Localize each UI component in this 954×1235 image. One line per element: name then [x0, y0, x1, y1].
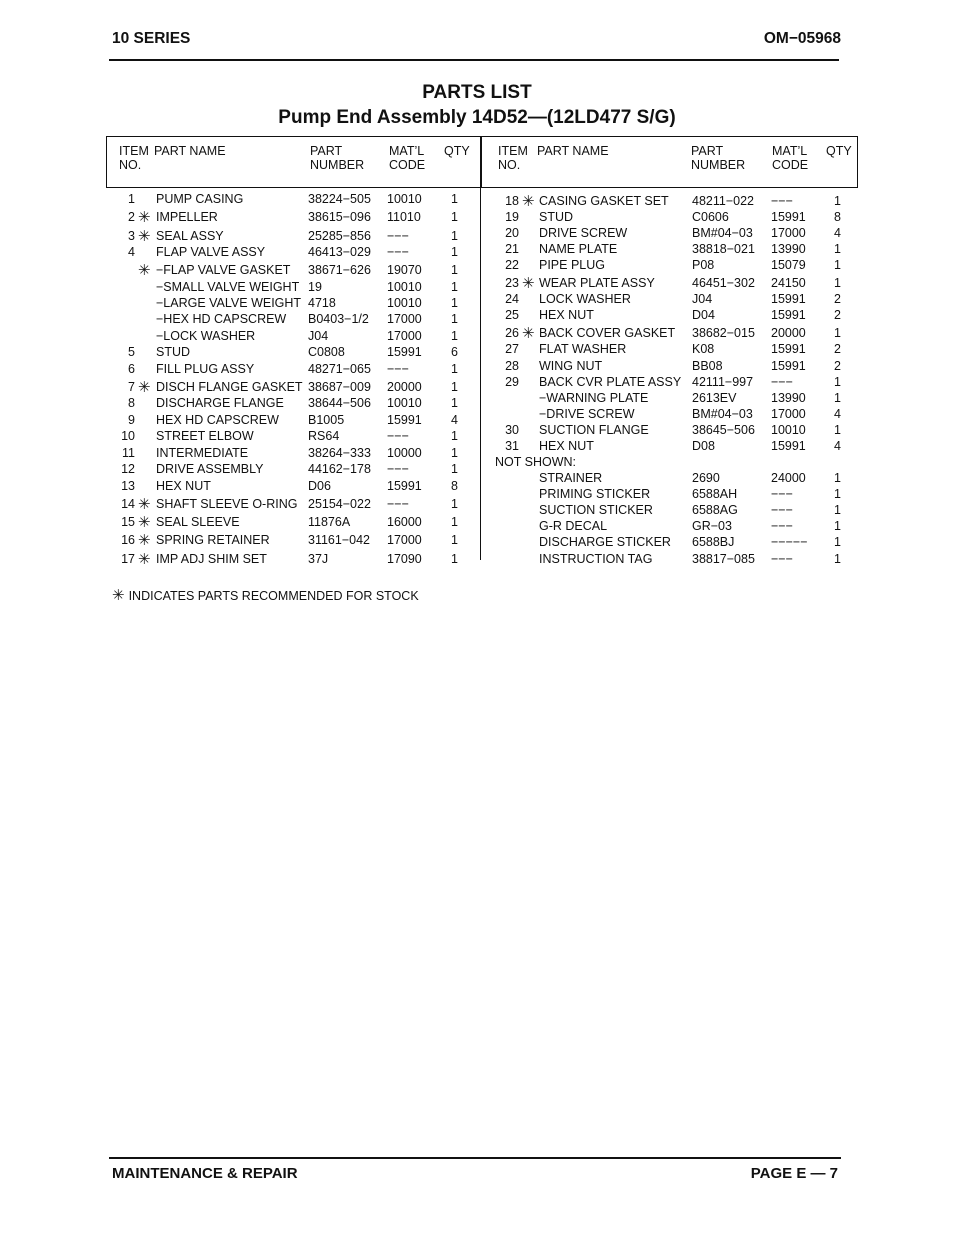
material-code: −−− [771, 375, 793, 389]
item-number: 5 [128, 345, 135, 359]
part-name: IMPELLER [156, 210, 218, 224]
stock-star-icon: ✳ [138, 228, 151, 245]
material-code: 16000 [387, 515, 422, 529]
part-name: −FLAP VALVE GASKET [156, 263, 291, 277]
header-item-line2: NO. [119, 158, 142, 172]
item-number: 17 [121, 552, 135, 566]
header-item-line2: NO. [498, 158, 521, 172]
material-code: −−− [387, 229, 409, 243]
material-code: −−− [771, 552, 793, 566]
header-rule [109, 59, 839, 61]
header-item-no [119, 144, 149, 172]
part-name: FLAP VALVE ASSY [156, 245, 266, 259]
header-part-number-line1: PART [691, 144, 724, 158]
stock-star-icon: ✳ [138, 532, 151, 549]
part-name: SPRING RETAINER [156, 533, 270, 547]
part-number: B1005 [308, 413, 345, 427]
quantity: 1 [451, 210, 458, 224]
part-number: 44162−178 [308, 462, 371, 476]
part-name: −DRIVE SCREW [539, 407, 635, 421]
part-number: 4718 [308, 296, 336, 310]
part-number: BB08 [692, 359, 723, 373]
item-number: 3 [128, 229, 135, 243]
part-number: K08 [692, 342, 715, 356]
part-name: PRIMING STICKER [539, 487, 651, 501]
quantity: 1 [451, 329, 458, 343]
part-number: 38645−506 [692, 423, 755, 437]
quantity: 1 [451, 380, 458, 394]
quantity: 1 [834, 423, 841, 437]
part-name: STUD [539, 210, 574, 224]
item-number: 21 [505, 242, 519, 256]
part-name: PIPE PLUG [539, 258, 605, 272]
part-number: D06 [308, 479, 331, 493]
part-name: WEAR PLATE ASSY [539, 276, 655, 290]
stock-star-icon: ✳ [138, 209, 151, 226]
quantity: 2 [834, 292, 841, 306]
page-title [0, 80, 954, 130]
part-name: DISCH FLANGE GASKET [156, 380, 303, 394]
part-name: −HEX HD CAPSCREW [156, 312, 287, 326]
item-number: 26 [505, 326, 519, 340]
part-name: STRAINER [539, 471, 603, 485]
material-code: 20000 [387, 380, 422, 394]
section-name: MAINTENANCE & REPAIR [112, 1165, 298, 1182]
header-part-number [310, 144, 364, 172]
material-code: 15991 [387, 479, 422, 493]
part-number: D04 [692, 308, 715, 322]
material-code: 10010 [771, 423, 806, 437]
material-code: 24000 [771, 471, 806, 485]
part-number: BM#04−03 [692, 407, 753, 421]
item-number: 13 [121, 479, 135, 493]
material-code: 10010 [387, 396, 422, 410]
material-code: 15991 [771, 308, 806, 322]
part-number: GR−03 [692, 519, 732, 533]
quantity: 8 [451, 479, 458, 493]
stock-star-icon: ✳ [138, 514, 151, 531]
item-number: 2 [128, 210, 135, 224]
stock-star-icon: ✳ [138, 496, 151, 513]
item-number: 10 [121, 429, 135, 443]
footnote-text: INDICATES PARTS RECOMMENDED FOR STOCK [128, 589, 419, 603]
quantity: 8 [834, 210, 841, 224]
item-number: 11 [122, 446, 135, 460]
item-number: 19 [505, 210, 519, 224]
header-matl-line2: CODE [772, 158, 809, 172]
quantity: 1 [451, 296, 458, 310]
quantity: 1 [451, 312, 458, 326]
part-number: 38818−021 [692, 242, 755, 256]
quantity: 1 [834, 375, 841, 389]
quantity: 1 [451, 362, 458, 376]
quantity: 1 [834, 471, 841, 485]
item-number: 22 [505, 258, 519, 272]
part-name: DRIVE ASSEMBLY [156, 462, 264, 476]
header-item-line1: ITEM [498, 144, 528, 158]
item-number: 12 [121, 462, 135, 476]
header-matl-code [389, 144, 425, 172]
part-number: C0808 [308, 345, 345, 359]
quantity: 2 [834, 308, 841, 322]
header-qty: QTY [826, 144, 852, 158]
quantity: 1 [451, 552, 458, 566]
part-number: 37J [308, 552, 329, 566]
title-line-1: PARTS LIST [422, 82, 532, 103]
quantity: 4 [834, 226, 841, 240]
quantity: 1 [834, 535, 841, 549]
document-series: 10 SERIES [112, 30, 191, 47]
quantity: 1 [834, 258, 841, 272]
item-number: 30 [505, 423, 519, 437]
quantity: 6 [451, 345, 458, 359]
quantity: 1 [451, 245, 458, 259]
page-number: PAGE E — 7 [750, 1165, 838, 1182]
part-number: 25154−022 [308, 497, 371, 511]
part-number: J04 [308, 329, 329, 343]
header-matl-line2: CODE [389, 158, 426, 172]
section-label: NOT SHOWN: [495, 455, 577, 469]
header-matl-line1: MAT’L [389, 144, 425, 158]
material-code: 10010 [387, 296, 422, 310]
quantity: 1 [834, 326, 841, 340]
part-name: G-R DECAL [539, 519, 608, 533]
material-code: 17000 [387, 329, 422, 343]
part-number: D08 [692, 439, 715, 453]
quantity: 1 [451, 446, 458, 460]
quantity: 1 [451, 396, 458, 410]
material-code: 15991 [771, 439, 806, 453]
part-name: NAME PLATE [539, 242, 618, 256]
quantity: 4 [834, 407, 841, 421]
material-code: −−− [771, 194, 793, 208]
part-number: 46413−029 [308, 245, 371, 259]
item-number: 14 [121, 497, 135, 511]
item-number: 24 [505, 292, 519, 306]
item-number: 25 [505, 308, 519, 322]
quantity: 4 [834, 439, 841, 453]
header-matl-line1: MAT’L [772, 144, 808, 158]
item-number: 8 [128, 396, 135, 410]
part-name: PUMP CASING [156, 192, 244, 206]
quantity: 1 [451, 229, 458, 243]
material-code: −−− [771, 519, 793, 533]
item-number: 9 [128, 413, 135, 427]
part-name: SUCTION FLANGE [539, 423, 649, 437]
quantity: 1 [451, 515, 458, 529]
material-code: −−− [387, 245, 409, 259]
header-part-number-line2: NUMBER [691, 158, 746, 172]
header-item-no [498, 144, 528, 172]
part-number: J04 [692, 292, 713, 306]
material-code: 10010 [387, 280, 422, 294]
material-code: −−− [387, 497, 409, 511]
material-code: 13990 [771, 391, 806, 405]
material-code: 24150 [771, 276, 806, 290]
header-part-number-line1: PART [310, 144, 343, 158]
part-number: 46451−302 [692, 276, 755, 290]
material-code: 17090 [387, 552, 422, 566]
item-number: 20 [505, 226, 519, 240]
quantity: 1 [834, 242, 841, 256]
item-number: 27 [505, 342, 519, 356]
center-divider [480, 136, 481, 560]
part-number: 25285−856 [308, 229, 371, 243]
item-number: 4 [128, 245, 135, 259]
part-number: RS64 [308, 429, 340, 443]
part-number: 6588AH [692, 487, 738, 501]
material-code: 10000 [387, 446, 422, 460]
material-code: 15991 [771, 359, 806, 373]
document-number: OM−05968 [763, 30, 841, 47]
part-name: IMP ADJ SHIM SET [156, 552, 267, 566]
item-number: 16 [121, 533, 135, 547]
material-code: −−− [771, 487, 793, 501]
part-name: FLAT WASHER [539, 342, 627, 356]
part-name: FILL PLUG ASSY [156, 362, 255, 376]
title-line-2: Pump End Assembly 14D52—(12LD477 S/G) [278, 107, 676, 128]
material-code: 13990 [771, 242, 806, 256]
part-number: BM#04−03 [692, 226, 753, 240]
quantity: 1 [834, 276, 841, 290]
quantity: 1 [451, 263, 458, 277]
header-matl-code [772, 144, 808, 172]
part-number: 38682−015 [692, 326, 755, 340]
quantity: 1 [834, 552, 841, 566]
part-name: −LARGE VALVE WEIGHT [156, 296, 302, 310]
part-name: −SMALL VALVE WEIGHT [156, 280, 300, 294]
part-number: 38264−333 [308, 446, 371, 460]
part-number: 2690 [692, 471, 720, 485]
quantity: 2 [834, 359, 841, 373]
part-number: C0606 [692, 210, 729, 224]
part-name: SEAL SLEEVE [156, 515, 240, 529]
material-code: 15991 [771, 210, 806, 224]
item-number: 18 [505, 194, 519, 208]
part-name: SUCTION STICKER [539, 503, 653, 517]
material-code: 19070 [387, 263, 422, 277]
stock-star-icon: ✳ [138, 379, 151, 396]
part-number: 38687−009 [308, 380, 371, 394]
part-name: STUD [156, 345, 191, 359]
part-number: 48211−022 [692, 194, 754, 208]
header-qty: QTY [444, 144, 470, 158]
item-number: 7 [128, 380, 135, 394]
part-name: HEX NUT [539, 308, 594, 322]
part-number: 31161−042 [308, 533, 370, 547]
material-code: −−− [387, 429, 409, 443]
item-number: 23 [505, 276, 519, 290]
quantity: 1 [834, 503, 841, 517]
stock-star-icon: ✳ [522, 275, 535, 292]
stock-star-icon: ✳ [112, 587, 125, 604]
material-code: 11010 [387, 210, 421, 224]
part-name: BACK CVR PLATE ASSY [539, 375, 682, 389]
part-name: DRIVE SCREW [539, 226, 628, 240]
header-part-number-line2: NUMBER [310, 158, 365, 172]
material-code: 15991 [771, 292, 806, 306]
material-code: 15079 [771, 258, 806, 272]
quantity: 4 [451, 413, 458, 427]
item-number: 1 [128, 192, 135, 206]
material-code: 17000 [387, 533, 422, 547]
stock-footnote [112, 588, 419, 603]
part-name: LOCK WASHER [539, 292, 631, 306]
part-name: STREET ELBOW [156, 429, 254, 443]
material-code: 10010 [387, 192, 422, 206]
quantity: 1 [451, 429, 458, 443]
item-number: 28 [505, 359, 519, 373]
stock-star-icon: ✳ [138, 262, 151, 279]
material-code: 20000 [771, 326, 806, 340]
part-name: HEX NUT [539, 439, 594, 453]
part-name: DISCHARGE FLANGE [156, 396, 284, 410]
material-code: −−−−− [771, 535, 808, 549]
material-code: −−− [771, 503, 793, 517]
part-name: WING NUT [539, 359, 603, 373]
part-name: −LOCK WASHER [156, 329, 256, 343]
item-number: 15 [121, 515, 135, 529]
part-name: HEX NUT [156, 479, 211, 493]
footer-rule [109, 1157, 841, 1159]
part-number: 6588BJ [692, 535, 735, 549]
item-number: 31 [505, 439, 519, 453]
part-number: 2613EV [692, 391, 737, 405]
material-code: −−− [387, 462, 409, 476]
stock-star-icon: ✳ [522, 325, 535, 342]
quantity: 1 [834, 487, 841, 501]
part-name: SHAFT SLEEVE O-RING [156, 497, 298, 511]
part-number: B0403−1/2 [308, 312, 369, 326]
part-name: CASING GASKET SET [539, 194, 669, 208]
quantity: 1 [834, 194, 841, 208]
quantity: 1 [451, 192, 458, 206]
part-number: 48271−065 [308, 362, 371, 376]
material-code: 15991 [387, 413, 422, 427]
material-code: 15991 [771, 342, 806, 356]
part-number: 38644−506 [308, 396, 371, 410]
part-name: HEX HD CAPSCREW [156, 413, 279, 427]
stock-star-icon: ✳ [138, 551, 151, 568]
material-code: 17000 [387, 312, 422, 326]
header-part-name: PART NAME [154, 144, 226, 158]
quantity: 2 [834, 342, 841, 356]
material-code: 17000 [771, 226, 806, 240]
part-name: INSTRUCTION TAG [539, 552, 653, 566]
quantity: 1 [451, 497, 458, 511]
part-name: DISCHARGE STICKER [539, 535, 671, 549]
part-number: 11876A [308, 515, 351, 529]
quantity: 1 [451, 533, 458, 547]
item-number: 29 [505, 375, 519, 389]
part-number: 38224−505 [308, 192, 371, 206]
material-code: 15991 [387, 345, 422, 359]
quantity: 1 [834, 519, 841, 533]
part-name: SEAL ASSY [156, 229, 224, 243]
part-number: 19 [308, 280, 322, 294]
part-number: P08 [692, 258, 715, 272]
material-code: −−− [387, 362, 409, 376]
part-name: −WARNING PLATE [539, 391, 649, 405]
header-part-number [691, 144, 745, 172]
quantity: 1 [834, 391, 841, 405]
part-number: 38615−096 [308, 210, 371, 224]
item-number: 6 [128, 362, 135, 376]
part-number: 42111−997 [692, 375, 754, 389]
header-item-line1: ITEM [119, 144, 149, 158]
header-part-name: PART NAME [537, 144, 609, 158]
stock-star-icon: ✳ [522, 193, 535, 210]
part-number: 38671−626 [308, 263, 371, 277]
part-name: INTERMEDIATE [156, 446, 249, 460]
material-code: 17000 [771, 407, 806, 421]
quantity: 1 [451, 462, 458, 476]
part-number: 38817−085 [692, 552, 755, 566]
part-name: BACK COVER GASKET [539, 326, 676, 340]
part-number: 6588AG [692, 503, 738, 517]
quantity: 1 [451, 280, 458, 294]
